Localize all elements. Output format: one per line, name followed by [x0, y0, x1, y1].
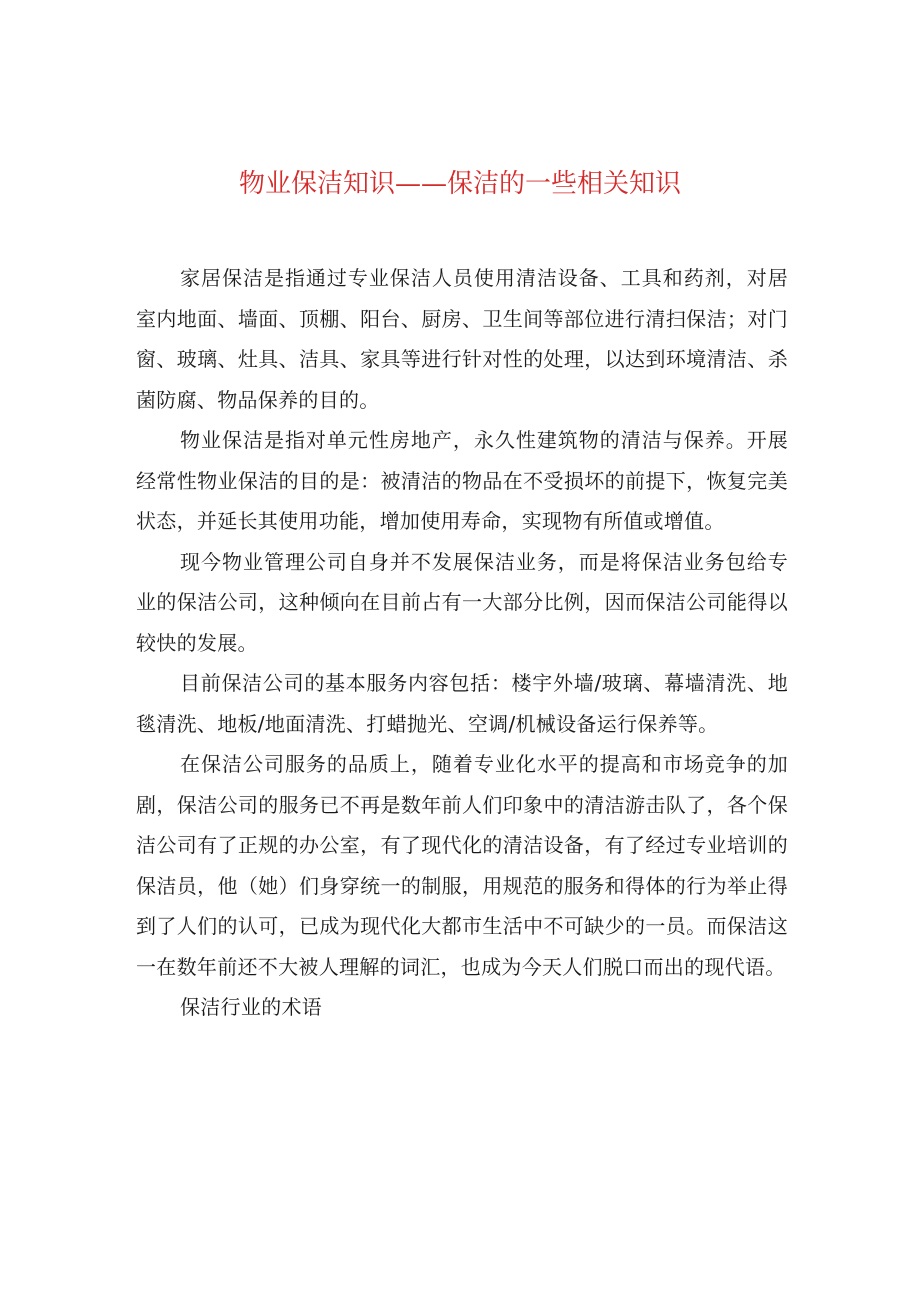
- paragraph-service-quality: 在保洁公司服务的品质上，随着专业化水平的提高和市场竞争的加剧，保洁公司的服务已不再是数年前人们印象中的清洁游击队了，各个保洁公司有了正规的办公室，有了现代化的清洁设备，有了经过专业培训的保洁员，他（她）们身穿统一的制服，用规范的服务和得体的行为举止得到了人们的认可，已成为现代化大都市生活中不可缺少的一员。而保洁这一在数年前还不大被人理解的词汇，也成为今天人们脱口而出的现代语。: [136, 752, 788, 979]
- paragraph-service-content: 目前保洁公司的基本服务内容包括：楼宇外墙/玻璃、幕墙清洗、地毯清洗、地板/地面清洗、打蜡抛光、空调/机械设备运行保养等。: [136, 671, 788, 736]
- paragraph-household-cleaning: 家居保洁是指通过专业保洁人员使用清洁设备、工具和药剂，对居室内地面、墙面、顶棚、阳台、厨房、卫生间等部位进行清扫保洁；对门窗、玻璃、灶具、洁具、家具等进行针对性的处理，以达到环境清洁、杀菌防腐、物品保养的目的。: [136, 266, 788, 412]
- document-body: [136, 258, 788, 1028]
- document-title: 物业保洁知识——保洁的一些相关知识: [238, 169, 681, 199]
- section-heading-terminology: 保洁行业的术语: [180, 995, 323, 1019]
- paragraph-property-cleaning: 物业保洁是指对单元性房地产，永久性建筑物的清洁与保养。开展经常性物业保洁的目的是：被清洁的物品在不受损坏的前提下，恢复完美状态，并延长其使用功能，增加使用寿命，实现物有所值或增值。: [136, 428, 788, 533]
- paragraph-outsourcing: 现今物业管理公司自身并不发展保洁业务，而是将保洁业务包给专业的保洁公司，这种倾向在目前占有一大部分比例，因而保洁公司能得以较快的发展。: [136, 549, 788, 655]
